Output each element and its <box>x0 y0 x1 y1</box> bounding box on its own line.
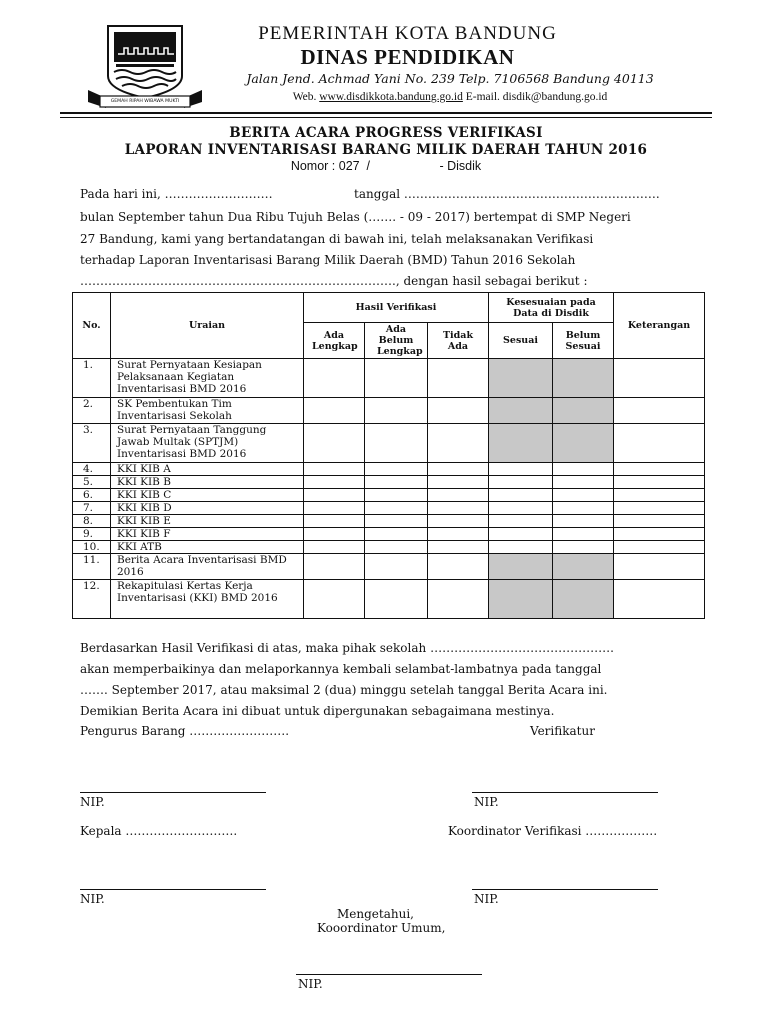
cell-keterangan <box>614 528 705 541</box>
row-number: 11. <box>73 554 111 580</box>
table-row <box>73 515 705 528</box>
cell-keterangan <box>614 463 705 476</box>
header-sesuai: Sesuai <box>489 323 553 359</box>
cell-tidak-ada <box>428 476 489 489</box>
cell-ada-belum-lengkap <box>365 541 428 554</box>
header-ada-lengkap: Ada Lengkap <box>304 323 365 359</box>
cell-keterangan <box>614 424 705 463</box>
row-uraian: KKI ATB <box>111 541 304 554</box>
mengetahui-label: Mengetahui, <box>337 907 414 921</box>
signature-line-koordinator <box>472 889 658 890</box>
row-number: 4. <box>73 463 111 476</box>
cell-ada-lengkap <box>304 528 365 541</box>
address-line: Jalan Jend. Achmad Yani No. 239 Telp. 7106568 Bandung 40113 <box>246 71 654 86</box>
cell-keterangan <box>614 541 705 554</box>
cell-sesuai <box>489 502 553 515</box>
nip-verifikatur: NIP. <box>474 795 499 809</box>
web-link[interactable]: www.disdikkota.bandung.go.id <box>319 91 463 103</box>
cell-tidak-ada <box>428 515 489 528</box>
cell-belum-sesuai <box>553 528 614 541</box>
cell-belum-sesuai <box>553 554 614 580</box>
row-number: 8. <box>73 515 111 528</box>
row-uraian: Surat Pernyataan Tanggung Jawab Multak (SPTJM) Inventarisasi BMD 2016 <box>111 424 304 463</box>
header-belum-sesuai: Belum Sesuai <box>553 323 614 359</box>
header-uraian: Uraian <box>111 293 304 359</box>
cell-belum-sesuai <box>553 489 614 502</box>
cell-belum-sesuai <box>553 463 614 476</box>
table-row <box>73 528 705 541</box>
cell-ada-belum-lengkap <box>365 476 428 489</box>
closing-line-4: Demikian Berita Acara ini dibuat untuk dipergunakan sebagaimana mestinya. <box>80 704 555 718</box>
cell-ada-lengkap <box>304 502 365 515</box>
web-label: Web. <box>292 91 317 103</box>
row-uraian: KKI KIB E <box>111 515 304 528</box>
cell-ada-belum-lengkap <box>365 359 428 398</box>
letterhead-rule-thick <box>60 112 712 114</box>
table-row <box>73 424 705 463</box>
cell-keterangan <box>614 554 705 580</box>
cell-ada-belum-lengkap <box>365 528 428 541</box>
cell-keterangan <box>614 359 705 398</box>
verifikatur-label: Verifikatur <box>530 724 595 738</box>
cell-tidak-ada <box>428 502 489 515</box>
cell-ada-belum-lengkap <box>365 580 428 619</box>
intro-line-5: ……………………………………………………………………., dengan hasil sebagai berikut : <box>80 274 588 288</box>
cell-ada-belum-lengkap <box>365 424 428 463</box>
cell-sesuai <box>489 515 553 528</box>
cell-ada-lengkap <box>304 554 365 580</box>
row-uraian: Rekapitulasi Kertas Kerja Inventarisasi (KKI) BMD 2016 <box>111 580 304 619</box>
cell-belum-sesuai <box>553 502 614 515</box>
closing-line-3: ……. September 2017, atau maksimal 2 (dua) minggu setelah tanggal Berita Acara ini. <box>80 683 608 697</box>
cell-sesuai <box>489 489 553 502</box>
closing-line-2: akan memperbaikinya dan melaporkannya kembali selambat-lambatnya pada tanggal <box>80 662 602 676</box>
cell-ada-lengkap <box>304 541 365 554</box>
department-name: DINAS PENDIDIKAN <box>300 45 515 69</box>
cell-tidak-ada <box>428 580 489 619</box>
row-number: 7. <box>73 502 111 515</box>
signature-line-verifikatur <box>472 792 658 793</box>
nip-koordinator: NIP. <box>474 892 499 906</box>
document-subtitle: LAPORAN INVENTARISASI BARANG MILIK DAERAH TAHUN 2016 <box>124 142 648 158</box>
intro-date: tanggal ………………………………………………………. <box>354 187 660 201</box>
row-uraian: Surat Pernyataan Kesiapan Pelaksanaan Kegiatan Inventarisasi BMD 2016 <box>111 359 304 398</box>
cell-sesuai <box>489 424 553 463</box>
cell-sesuai <box>489 580 553 619</box>
cell-ada-belum-lengkap <box>365 502 428 515</box>
header-no: No. <box>73 293 111 359</box>
table-row <box>73 554 705 580</box>
cell-keterangan <box>614 580 705 619</box>
kepala-label: Kepala ………………………. <box>80 824 238 838</box>
cell-sesuai <box>489 359 553 398</box>
cell-ada-lengkap <box>304 398 365 424</box>
cell-ada-lengkap <box>304 463 365 476</box>
signature-line-pengurus <box>80 792 266 793</box>
cell-keterangan <box>614 515 705 528</box>
row-number: 5. <box>73 476 111 489</box>
cell-tidak-ada <box>428 554 489 580</box>
row-number: 6. <box>73 489 111 502</box>
row-uraian: KKI KIB A <box>111 463 304 476</box>
cell-tidak-ada <box>428 528 489 541</box>
koordinator-verifikasi-label: Koordinator Verifikasi ……………… <box>448 824 658 838</box>
cell-belum-sesuai <box>553 476 614 489</box>
table-row <box>73 541 705 554</box>
document-number: Nomor : 027 / - Disdik <box>290 159 482 173</box>
table-row <box>73 580 705 619</box>
intro-line-2: bulan September tahun Dua Ribu Tujuh Belas (……. - 09 - 2017) bertempat di SMP Negeri <box>80 210 631 224</box>
header-kesesuaian: Kesesuaian pada Data di Disdik <box>489 293 614 323</box>
cell-tidak-ada <box>428 359 489 398</box>
cell-keterangan <box>614 398 705 424</box>
row-uraian: KKI KIB C <box>111 489 304 502</box>
cell-ada-lengkap <box>304 580 365 619</box>
row-number: 12. <box>73 580 111 619</box>
cell-belum-sesuai <box>553 580 614 619</box>
signature-line-kepala <box>80 889 266 890</box>
intro-line-4: terhadap Laporan Inventarisasi Barang Milik Daerah (BMD) Tahun 2016 Sekolah <box>80 253 576 267</box>
cell-sesuai <box>489 476 553 489</box>
cell-keterangan <box>614 489 705 502</box>
row-number: 3. <box>73 424 111 463</box>
cell-tidak-ada <box>428 424 489 463</box>
pengurus-barang-label: Pengurus Barang ……………………. <box>80 724 290 738</box>
cell-ada-belum-lengkap <box>365 515 428 528</box>
row-number: 9. <box>73 528 111 541</box>
verification-table <box>72 292 705 619</box>
nip-kepala: NIP. <box>80 892 105 906</box>
cell-sesuai <box>489 554 553 580</box>
row-number: 2. <box>73 398 111 424</box>
closing-line-1: Berdasarkan Hasil Verifikasi di atas, maka pihak sekolah ………………………………………. <box>80 641 614 655</box>
row-uraian: KKI KIB F <box>111 528 304 541</box>
cell-belum-sesuai <box>553 424 614 463</box>
table-row <box>73 476 705 489</box>
cell-tidak-ada <box>428 489 489 502</box>
cell-tidak-ada <box>428 541 489 554</box>
cell-ada-belum-lengkap <box>365 489 428 502</box>
row-uraian: SK Pembentukan Tim Inventarisasi Sekolah <box>111 398 304 424</box>
row-uraian: KKI KIB B <box>111 476 304 489</box>
cell-keterangan <box>614 502 705 515</box>
signature-line-koordinator-umum <box>296 974 482 975</box>
intro-day: Pada hari ini, ……………………… <box>80 187 273 201</box>
row-number: 1. <box>73 359 111 398</box>
document-title: BERITA ACARA PROGRESS VERIFIKASI <box>229 125 543 141</box>
contact-line <box>190 91 710 103</box>
cell-sesuai <box>489 463 553 476</box>
letterhead-rule-thin <box>60 117 712 118</box>
header-hasil-verifikasi: Hasil Verifikasi <box>304 293 489 323</box>
cell-belum-sesuai <box>553 359 614 398</box>
cell-tidak-ada <box>428 463 489 476</box>
table-row <box>73 398 705 424</box>
nip-pengurus: NIP. <box>80 795 105 809</box>
table-row <box>73 463 705 476</box>
email-text: E-mail. disdik@bandung.go.id <box>465 91 608 103</box>
cell-belum-sesuai <box>553 398 614 424</box>
cell-ada-belum-lengkap <box>365 554 428 580</box>
cell-sesuai <box>489 528 553 541</box>
cell-ada-lengkap <box>304 424 365 463</box>
row-number: 10. <box>73 541 111 554</box>
cell-ada-lengkap <box>304 489 365 502</box>
cell-keterangan <box>614 476 705 489</box>
row-uraian: Berita Acara Inventarisasi BMD 2016 <box>111 554 304 580</box>
nip-koordinator-umum: NIP. <box>298 977 323 991</box>
cell-belum-sesuai <box>553 541 614 554</box>
cell-tidak-ada <box>428 398 489 424</box>
intro-line-3: 27 Bandung, kami yang bertandatangan di bawah ini, telah melaksanakan Verifikasi <box>80 232 594 246</box>
cell-sesuai <box>489 541 553 554</box>
cell-ada-lengkap <box>304 515 365 528</box>
header-tidak-ada: Tidak Ada <box>428 323 489 359</box>
city-logo <box>86 24 204 108</box>
cell-ada-lengkap <box>304 476 365 489</box>
cell-ada-lengkap <box>304 359 365 398</box>
row-uraian: KKI KIB D <box>111 502 304 515</box>
koordinator-umum-label: Kooordinator Umum, <box>317 921 446 935</box>
cell-sesuai <box>489 398 553 424</box>
logo-motto: GEMAH RIPAH WIBAWA MUKTI <box>110 99 180 104</box>
cell-ada-belum-lengkap <box>365 398 428 424</box>
table-row <box>73 489 705 502</box>
table-row <box>73 359 705 398</box>
cell-belum-sesuai <box>553 515 614 528</box>
government-name: PEMERINTAH KOTA BANDUNG <box>258 23 557 44</box>
table-row <box>73 502 705 515</box>
cell-ada-belum-lengkap <box>365 463 428 476</box>
header-ada-belum-lengkap: Ada Belum Lengkap <box>365 323 428 359</box>
header-keterangan: Keterangan <box>614 293 705 359</box>
